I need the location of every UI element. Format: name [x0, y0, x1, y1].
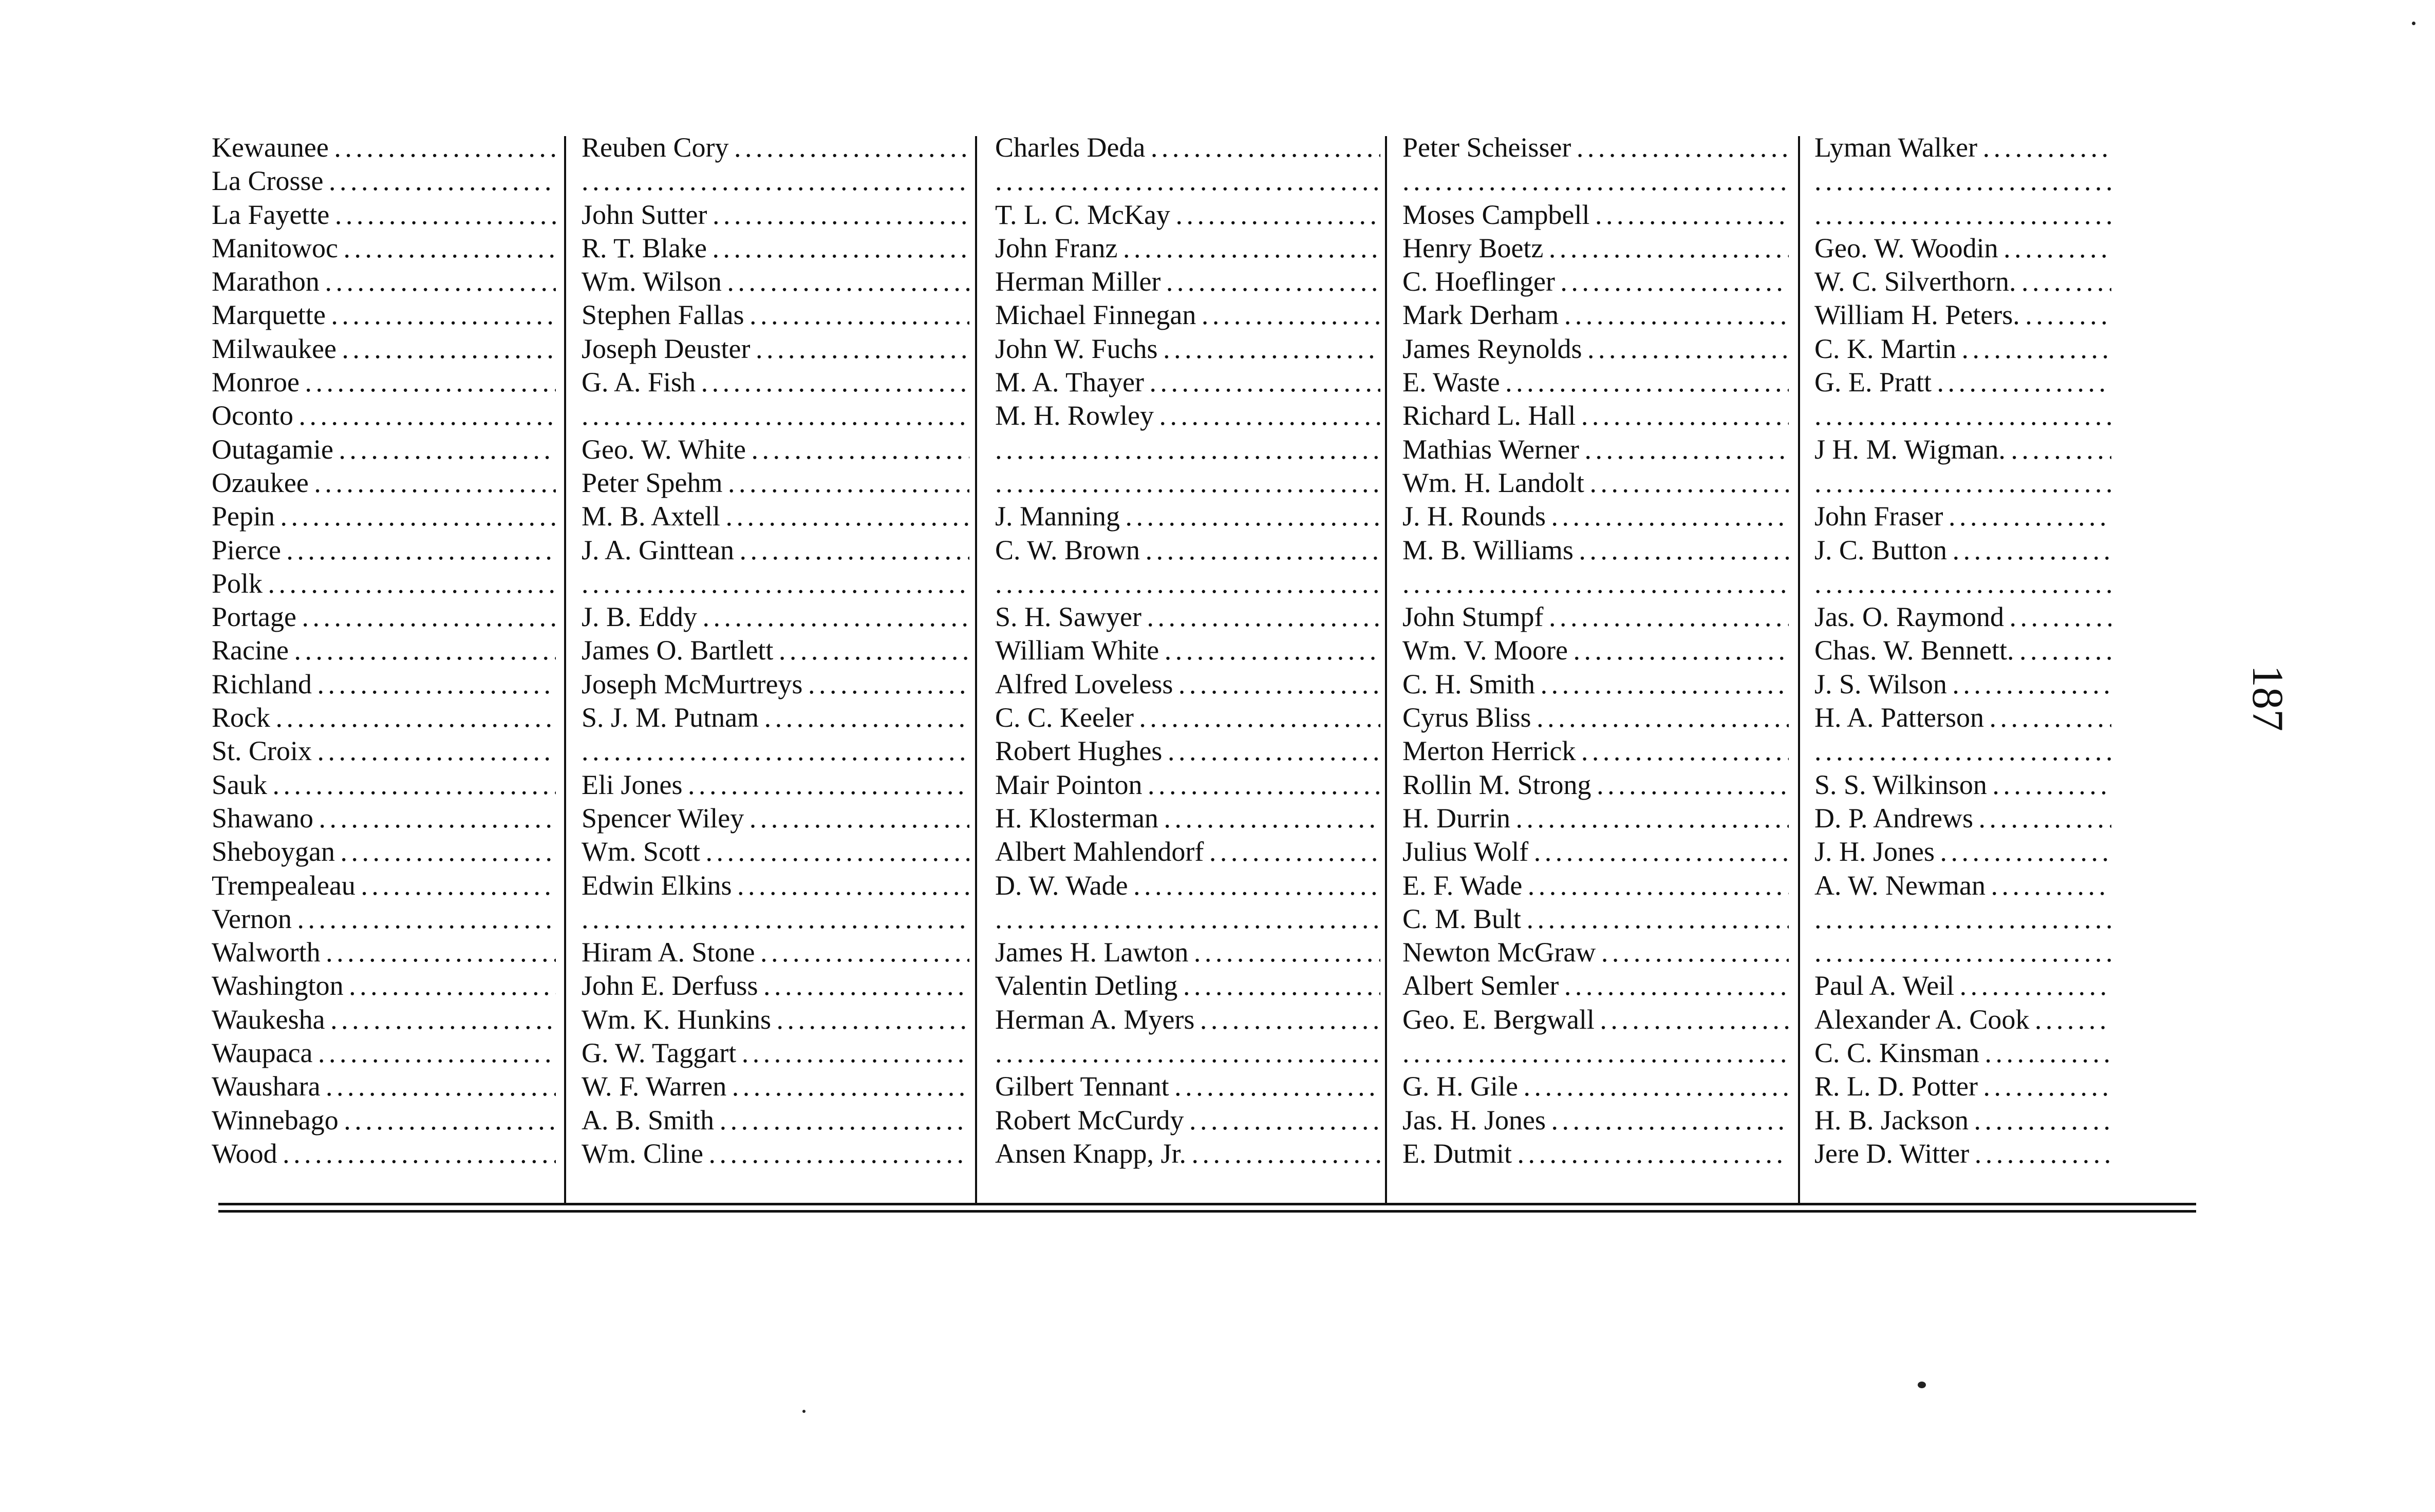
county-cell: Waupaca . . .: [212, 1036, 556, 1070]
officer-cell: W. C. Silverthorn. . . .: [1814, 265, 2111, 298]
officer-cell: S. H. Sawyer . . .: [995, 600, 1380, 634]
officer-cell: Jere D. Witter . . .: [1814, 1137, 2111, 1170]
officer-cell: M. A. Thayer . . .: [995, 366, 1380, 399]
officer-cell: D. P. Andrews . . .: [1814, 802, 2111, 835]
table-row: [212, 567, 2199, 600]
officer-cell: W. F. Warren . . .: [582, 1070, 969, 1103]
county-cell: Shawano . . .: [212, 802, 556, 835]
officer-cell: John W. Fuchs . . .: [995, 332, 1380, 366]
county-cell: Marathon . . .: [212, 265, 556, 298]
county-cell: Manitowoc . . .: [212, 232, 556, 265]
table-row: [212, 265, 2199, 298]
table-row: [212, 366, 2199, 399]
officer-cell: R. T. Blake . . .: [582, 232, 969, 265]
officer-cell: J. H. Rounds . . .: [1402, 500, 1789, 533]
officer-cell: Reuben Cory . . .: [582, 131, 969, 164]
table-row: [212, 869, 2199, 902]
county-cell: La Fayette . . .: [212, 198, 556, 232]
officer-cell: [1814, 567, 2111, 600]
table-row: [212, 298, 2199, 332]
officer-cell: M. B. Axtell . . .: [582, 500, 969, 533]
officer-cell: [995, 1036, 1380, 1070]
officer-cell: James Reynolds . . .: [1402, 332, 1789, 366]
officer-cell: Joseph Deuster . . .: [582, 332, 969, 366]
county-cell: Waukesha . . .: [212, 1003, 556, 1036]
county-officers-table: [212, 131, 2199, 1170]
table-row: [212, 198, 2199, 232]
officer-cell: J. S. Wilson . . .: [1814, 668, 2111, 701]
officer-cell: E. F. Wade . . .: [1402, 869, 1789, 902]
county-cell: Rock . . .: [212, 701, 556, 734]
officer-cell: H. Durrin . . .: [1402, 802, 1789, 835]
officer-cell: Wm. Scott . . .: [582, 835, 969, 868]
column-divider: [975, 136, 977, 1204]
officer-cell: C. W. Brown . . .: [995, 534, 1380, 567]
officer-cell: John E. Derfuss . . .: [582, 969, 969, 1003]
table-row: [212, 734, 2199, 768]
officer-cell: C. Hoeflinger . . .: [1402, 265, 1789, 298]
officer-cell: Geo. W. White . . .: [582, 433, 969, 466]
table-row: [212, 332, 2199, 366]
officer-cell: [995, 433, 1380, 466]
officer-cell: Merton Herrick . . .: [1402, 734, 1789, 768]
officer-cell: Robert Hughes . . .: [995, 734, 1380, 768]
table-row: [212, 1070, 2199, 1103]
county-cell: La Crosse . . .: [212, 164, 556, 198]
county-cell: Oconto . . .: [212, 399, 556, 432]
officer-cell: S. S. Wilkinson . . .: [1814, 768, 2111, 802]
officer-cell: [582, 399, 969, 432]
officer-cell: Alexander A. Cook . . .: [1814, 1003, 2111, 1036]
officer-cell: Geo. E. Bergwall . . .: [1402, 1003, 1789, 1036]
officer-cell: [1814, 466, 2111, 500]
table-row: [212, 500, 2199, 533]
officer-cell: H. Klosterman . . .: [995, 802, 1380, 835]
table-row: [212, 768, 2199, 802]
officer-cell: [995, 466, 1380, 500]
officer-cell: Geo. W. Woodin . . .: [1814, 232, 2111, 265]
officer-cell: Paul A. Weil . . .: [1814, 969, 2111, 1003]
officer-cell: Michael Finnegan . . .: [995, 298, 1380, 332]
county-cell: Walworth . . .: [212, 936, 556, 969]
officer-cell: E. Waste . . .: [1402, 366, 1789, 399]
officer-cell: J. A. Ginttean . . .: [582, 534, 969, 567]
officer-cell: G. W. Taggart . . .: [582, 1036, 969, 1070]
county-cell: Monroe . . .: [212, 366, 556, 399]
officer-cell: Alfred Loveless . . .: [995, 668, 1380, 701]
county-cell: Pierce . . .: [212, 534, 556, 567]
officer-cell: Wm. V. Moore . . .: [1402, 634, 1789, 667]
officer-cell: Eli Jones . . .: [582, 768, 969, 802]
table-row: [212, 600, 2199, 634]
officer-cell: Stephen Fallas . . .: [582, 298, 969, 332]
officer-cell: [582, 164, 969, 198]
officer-cell: G. A. Fish . . .: [582, 366, 969, 399]
column-divider: [1798, 136, 1800, 1204]
officer-cell: Mark Derham . . .: [1402, 298, 1789, 332]
officer-cell: [582, 902, 969, 936]
officer-cell: [1814, 902, 2111, 936]
officer-cell: Julius Wolf . . .: [1402, 835, 1789, 868]
ink-speck: [2412, 22, 2415, 25]
officer-cell: Peter Spehm . . .: [582, 466, 969, 500]
officer-cell: J. Manning . . .: [995, 500, 1380, 533]
county-cell: St. Croix . . .: [212, 734, 556, 768]
officer-cell: H. A. Patterson . . .: [1814, 701, 2111, 734]
table-row: [212, 969, 2199, 1003]
table-row: [212, 232, 2199, 265]
officer-cell: C. C. Keeler . . .: [995, 701, 1380, 734]
table-row: [212, 1104, 2199, 1137]
table-row: [212, 131, 2199, 164]
county-cell: Pepin . . .: [212, 500, 556, 533]
table-row: [212, 701, 2199, 734]
officer-cell: Jas. O. Raymond . . .: [1814, 600, 2111, 634]
officer-cell: Edwin Elkins . . .: [582, 869, 969, 902]
officer-cell: [582, 734, 969, 768]
officer-cell: [1402, 1036, 1789, 1070]
officer-cell: John Stumpf . . .: [1402, 600, 1789, 634]
table-row: [212, 902, 2199, 936]
county-cell: Sauk . . .: [212, 768, 556, 802]
officer-cell: T. L. C. McKay . . .: [995, 198, 1380, 232]
officer-cell: H. B. Jackson . . .: [1814, 1104, 2111, 1137]
officer-cell: Herman Miller . . .: [995, 265, 1380, 298]
officer-cell: [1814, 936, 2111, 969]
officer-cell: [995, 902, 1380, 936]
county-cell: Portage . . .: [212, 600, 556, 634]
officer-cell: C. H. Smith . . .: [1402, 668, 1789, 701]
county-cell: Marquette . . .: [212, 298, 556, 332]
officer-cell: Robert McCurdy . . .: [995, 1104, 1380, 1137]
officer-cell: Lyman Walker . . .: [1814, 131, 2111, 164]
bottom-rule: [218, 1203, 2196, 1205]
officer-cell: J. H. Jones . . .: [1814, 835, 2111, 868]
officer-cell: Spencer Wiley . . .: [582, 802, 969, 835]
officer-cell: M. H. Rowley . . .: [995, 399, 1380, 432]
officer-cell: [1402, 567, 1789, 600]
officer-cell: Albert Semler . . .: [1402, 969, 1789, 1003]
officer-cell: Joseph McMurtreys . . .: [582, 668, 969, 701]
officer-cell: Chas. W. Bennett. . . .: [1814, 634, 2111, 667]
officer-cell: Henry Boetz . . .: [1402, 232, 1789, 265]
county-cell: Washington . . .: [212, 969, 556, 1003]
officer-cell: Newton McGraw . . .: [1402, 936, 1789, 969]
county-cell: Sheboygan . . .: [212, 835, 556, 868]
county-cell: Milwaukee . . .: [212, 332, 556, 366]
officer-cell: C. K. Martin . . .: [1814, 332, 2111, 366]
table-row: [212, 534, 2199, 567]
county-cell: Polk . . .: [212, 567, 556, 600]
officer-cell: Herman A. Myers . . .: [995, 1003, 1380, 1036]
officer-cell: Gilbert Tennant . . .: [995, 1070, 1380, 1103]
table-row: [212, 433, 2199, 466]
officer-cell: R. L. D. Potter . . .: [1814, 1070, 2111, 1103]
table-row: [212, 164, 2199, 198]
officer-cell: John Sutter . . .: [582, 198, 969, 232]
table-row: [212, 466, 2199, 500]
officer-cell: John Franz . . .: [995, 232, 1380, 265]
table-row: [212, 936, 2199, 969]
bottom-rule: [218, 1210, 2196, 1213]
officer-cell: Wm. Cline . . .: [582, 1137, 969, 1170]
county-cell: Racine . . .: [212, 634, 556, 667]
officer-cell: Hiram A. Stone . . .: [582, 936, 969, 969]
officer-cell: William H. Peters. . . .: [1814, 298, 2111, 332]
table-row: [212, 634, 2199, 667]
officer-cell: William White . . .: [995, 634, 1380, 667]
table-row: [212, 399, 2199, 432]
officer-cell: [1814, 164, 2111, 198]
officer-cell: Valentin Detling . . .: [995, 969, 1380, 1003]
officer-cell: Ansen Knapp, Jr. . . .: [995, 1137, 1380, 1170]
officer-cell: G. H. Gile . . .: [1402, 1070, 1789, 1103]
officer-cell: James H. Lawton . . .: [995, 936, 1380, 969]
officer-cell: Jas. H. Jones . . .: [1402, 1104, 1789, 1137]
officer-cell: [1814, 734, 2111, 768]
county-cell: Ozaukee . . .: [212, 466, 556, 500]
officer-cell: C. C. Kinsman . . .: [1814, 1036, 2111, 1070]
officer-cell: [995, 567, 1380, 600]
ink-speck: [1918, 1382, 1926, 1388]
county-cell: Wood . . .: [212, 1137, 556, 1170]
officer-cell: D. W. Wade . . .: [995, 869, 1380, 902]
officer-cell: Rollin M. Strong . . .: [1402, 768, 1789, 802]
officer-cell: Albert Mahlendorf . . .: [995, 835, 1380, 868]
officer-cell: G. E. Pratt . . .: [1814, 366, 2111, 399]
county-cell: Outagamie . . .: [212, 433, 556, 466]
county-cell: Winnebago . . .: [212, 1104, 556, 1137]
officer-cell: Wm. K. Hunkins . . .: [582, 1003, 969, 1036]
county-cell: Trempealeau . . .: [212, 869, 556, 902]
officer-cell: Mair Pointon . . .: [995, 768, 1380, 802]
column-divider: [1385, 136, 1387, 1204]
officer-cell: J. B. Eddy . . .: [582, 600, 969, 634]
table-row: [212, 1137, 2199, 1170]
table-row: [212, 835, 2199, 868]
officer-cell: Cyrus Bliss . . .: [1402, 701, 1789, 734]
officer-cell: Mathias Werner . . .: [1402, 433, 1789, 466]
county-cell: Kewaunee . . .: [212, 131, 556, 164]
officer-cell: [1814, 198, 2111, 232]
officer-cell: John Fraser . . .: [1814, 500, 2111, 533]
officer-cell: James O. Bartlett . . .: [582, 634, 969, 667]
officer-cell: Wm. Wilson . . .: [582, 265, 969, 298]
officer-cell: J H. M. Wigman. . . .: [1814, 433, 2111, 466]
officer-cell: M. B. Williams . . .: [1402, 534, 1789, 567]
table-row: [212, 1036, 2199, 1070]
page-number: 187: [2243, 665, 2293, 731]
officer-cell: Peter Scheisser . . .: [1402, 131, 1789, 164]
officer-cell: A. B. Smith . . .: [582, 1104, 969, 1137]
officer-cell: E. Dutmit . . .: [1402, 1137, 1789, 1170]
officer-cell: [1402, 164, 1789, 198]
officer-cell: [582, 567, 969, 600]
column-divider: [564, 136, 566, 1204]
officer-cell: J. C. Button . . .: [1814, 534, 2111, 567]
county-cell: Vernon . . .: [212, 902, 556, 936]
officer-cell: Wm. H. Landolt . . .: [1402, 466, 1789, 500]
officer-cell: Charles Deda . . .: [995, 131, 1380, 164]
county-cell: Richland . . .: [212, 668, 556, 701]
ink-speck: [802, 1410, 806, 1413]
table-row: [212, 1003, 2199, 1036]
officer-cell: [995, 164, 1380, 198]
officer-cell: S. J. M. Putnam . . .: [582, 701, 969, 734]
table-row: [212, 668, 2199, 701]
officer-cell: A. W. Newman . . .: [1814, 869, 2111, 902]
officer-cell: Richard L. Hall . . .: [1402, 399, 1789, 432]
officer-cell: Moses Campbell . . .: [1402, 198, 1789, 232]
table-row: [212, 802, 2199, 835]
officer-cell: C. M. Bult . . .: [1402, 902, 1789, 936]
county-cell: Waushara . . .: [212, 1070, 556, 1103]
officer-cell: [1814, 399, 2111, 432]
